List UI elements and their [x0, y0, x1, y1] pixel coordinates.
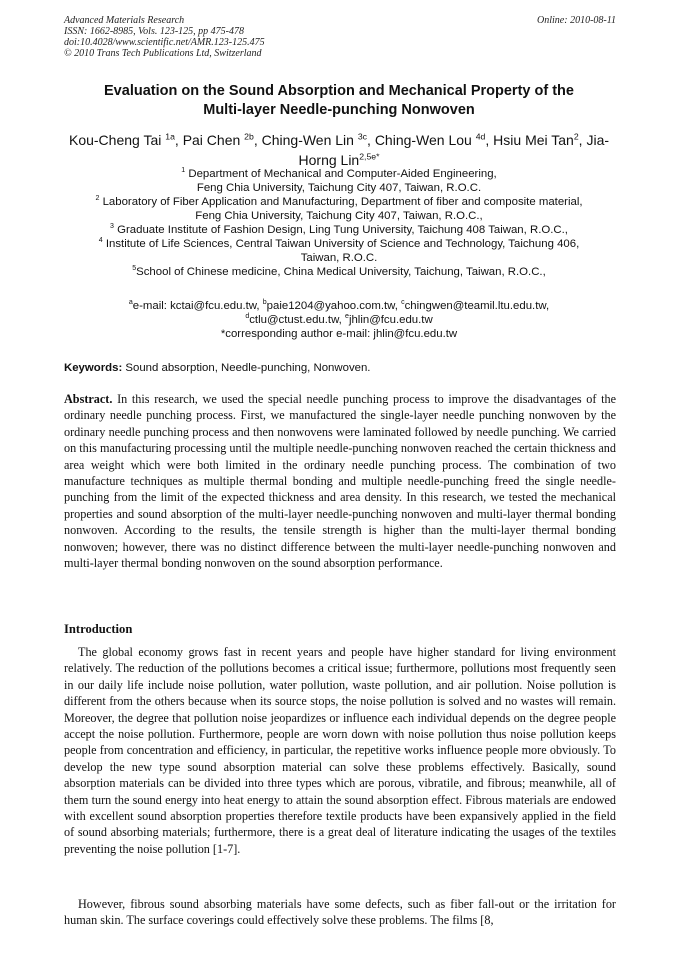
intro-paragraph-2: However, fibrous sound absorbing materials have some defects, such as fiber fall-out or the irritation for human skin. The surface coverings could effectively solve these problems. The films [8, [64, 897, 616, 928]
keywords-text: Sound absorption, Needle-punching, Nonwoven. [125, 362, 371, 374]
abstract [64, 391, 616, 571]
author-sup: 2 [573, 131, 579, 142]
affiliation-text: Laboratory of Fiber Application and Manufacturing, Department of fiber and composite material, [102, 196, 583, 208]
keywords [64, 361, 616, 375]
affiliation-5 [58, 265, 620, 279]
affiliation-list [58, 167, 620, 279]
email-sup: c [401, 299, 405, 307]
email-block [58, 299, 620, 341]
affiliation-sup: 5 [132, 265, 137, 273]
affiliation-sup: 3 [110, 223, 114, 231]
issn-line: ISSN: 1662-8985, Vols. 123-125, pp 475-478 [64, 26, 244, 37]
email-line-2 [58, 313, 620, 327]
email-text: jhlin@fcu.edu.tw [348, 314, 433, 326]
author-name: Hsiu Mei Tan [493, 132, 574, 148]
paper-title [40, 82, 638, 120]
affiliation-3 [58, 223, 620, 237]
journal-header [64, 15, 616, 59]
author-name: Kou-Cheng Tai [68, 132, 162, 148]
affiliation-sup: 4 [98, 237, 103, 245]
email-sup: d [245, 313, 250, 321]
affiliation-text: Graduate Institute of Fashion Design, Ling Tung University, Taichung 408 Taiwan, R.O.C., [117, 224, 568, 236]
email-sup: a [128, 299, 133, 307]
affiliation-sup: 2 [95, 195, 100, 203]
title-line-1: Evaluation on the Sound Absorption and Mechanical Property of the [104, 83, 574, 99]
email-text: chingwen@teamil.ltu.edu.tw, [404, 300, 550, 312]
journal-name: Advanced Materials Research [64, 15, 185, 26]
author-sup: 4d [475, 131, 486, 142]
title-line-2: Multi-layer Needle-punching Nonwoven [203, 102, 475, 118]
email-sup: b [262, 299, 267, 307]
doi-line: doi:10.4028/www.scientific.net/AMR.123-125.475 [64, 37, 265, 48]
affiliation-2 [58, 195, 620, 209]
email-text: ctlu@ctust.edu.tw, [249, 314, 342, 326]
author-sup: 2,5e* [359, 151, 380, 162]
affiliation-sup: 1 [181, 167, 186, 175]
author-name: Ching-Wen Lou [374, 132, 472, 148]
email-line-1 [58, 299, 620, 313]
affiliation-text: Feng Chia University, Taichung City 407, Taiwan, R.O.C., [195, 210, 483, 222]
author-sup: 1a [165, 131, 175, 142]
affiliation-4 [58, 237, 620, 251]
author-list: Kou-Cheng Tai $^{1a}$, Pai Chen $^{2b}$, Ching-Wen Lin $^{3c}$, Ching-Wen Lou $^{4d}$, Hsiu Mei Tan$^2$, Jia-Horng Lin$^{2,5e*}$ [68, 131, 610, 168]
author-name: Jia-Horng Lin [298, 132, 610, 168]
email-text: e-mail: kctai@fcu.edu.tw, [132, 300, 260, 312]
affiliation-text: Taiwan, R.O.C. [300, 252, 378, 264]
author-sup: 2b [244, 131, 254, 142]
online-date: Online: 2010-08-11 [537, 15, 616, 26]
abstract-label: Abstract. [64, 392, 113, 406]
affiliation-text: Institute of Life Sciences, Central Taiwan University of Science and Technology, Taichung 406, [105, 238, 580, 250]
author-name: Ching-Wen Lin [261, 132, 354, 148]
email-sup: e [345, 313, 349, 321]
abstract-text: In this research, we used the special needle punching process to improve the disadvantages of the ordinary needle punching process. First, we manufactured the single-layer needle punching nonwoven by the ordinary needle punching process and then nonwovens were laminated followed by needle punching. We carried on this manufacturing processing until the multiple needle-punching nonwoven reached the certain thickness and area weight which were both limited in the ordinary needle punching process. The combination of two manufacture techniques as multiple thermal bonding and multiple needle-punching freed the single needle-punching from the limit of the expected thickness and area density. In this research, we tested the mechanical properties and sound absorption of the multi-layer needle-punching nonwoven and multi-layer thermal bonding nonwoven. According to the results, the tensile strength is higher than the multi-layer thermal bonding nonwoven; however, there was no distinct difference between the multi-layer needle-punching nonwoven and multi-layer thermal bonding nonwoven on the sound absorption performance. [64, 392, 617, 571]
affiliation-text: School of Chinese medicine, China Medical University, Taichung, Taiwan, R.O.C., [136, 266, 546, 278]
author-sup: 3c [357, 131, 368, 142]
copyright-line: © 2010 Trans Tech Publications Ltd, Switzerland [64, 48, 262, 59]
email-text: paie1204@yahoo.com.tw, [266, 300, 398, 312]
intro-paragraph-1: The global economy grows fast in recent years and people have higher standard for living environment relatively. The reduction of the pollutions becomes a critical issue; furthermore, pollutions most frequently seen in our daily life include noise pollution, water pollution, waste pollution, and air pollution. Noise pollution is different from the others because when its source stops, the noise pollution is solved and no wastes will remain. Moreover, the degree that pollution noise jeopardizes or influence each individual depends on the degree people accept the noise pollution. Furthermore, people are worn down with noise pollution thus noise pollution keeps people from concentration and efficiency, in particular, the repetitive works influence people more obviously. To develop the new type sound absorption material can solve these problems effectively. Basically, sound absorption materials can be divided into three types which are porous, vibratile, and fibrous; meanwhile, all of them turn the sound energy into heat energy to attain the sound absorption effect. Fibrous materials are endowed with excellent sound absorption properties therefore textile products have been expansively applied in the field of sound absorbing materials; furthermore, there is a great deal of literature indicating the usages of the textiles preventing the noise pollution [1-7]. [64, 645, 616, 856]
affiliation-text: Feng Chia University, Taichung City 407, Taiwan, R.O.C. [196, 182, 482, 194]
author-name: Pai Chen [182, 132, 241, 148]
section-heading-introduction: Introduction [64, 622, 133, 636]
corresponding-author: *corresponding author e-mail: jhlin@fcu.edu.tw [220, 328, 458, 340]
keywords-label: Keywords: [64, 362, 123, 374]
affiliation-text: Department of Mechanical and Computer-Aided Engineering, [188, 168, 497, 180]
affiliation-1 [58, 167, 620, 181]
